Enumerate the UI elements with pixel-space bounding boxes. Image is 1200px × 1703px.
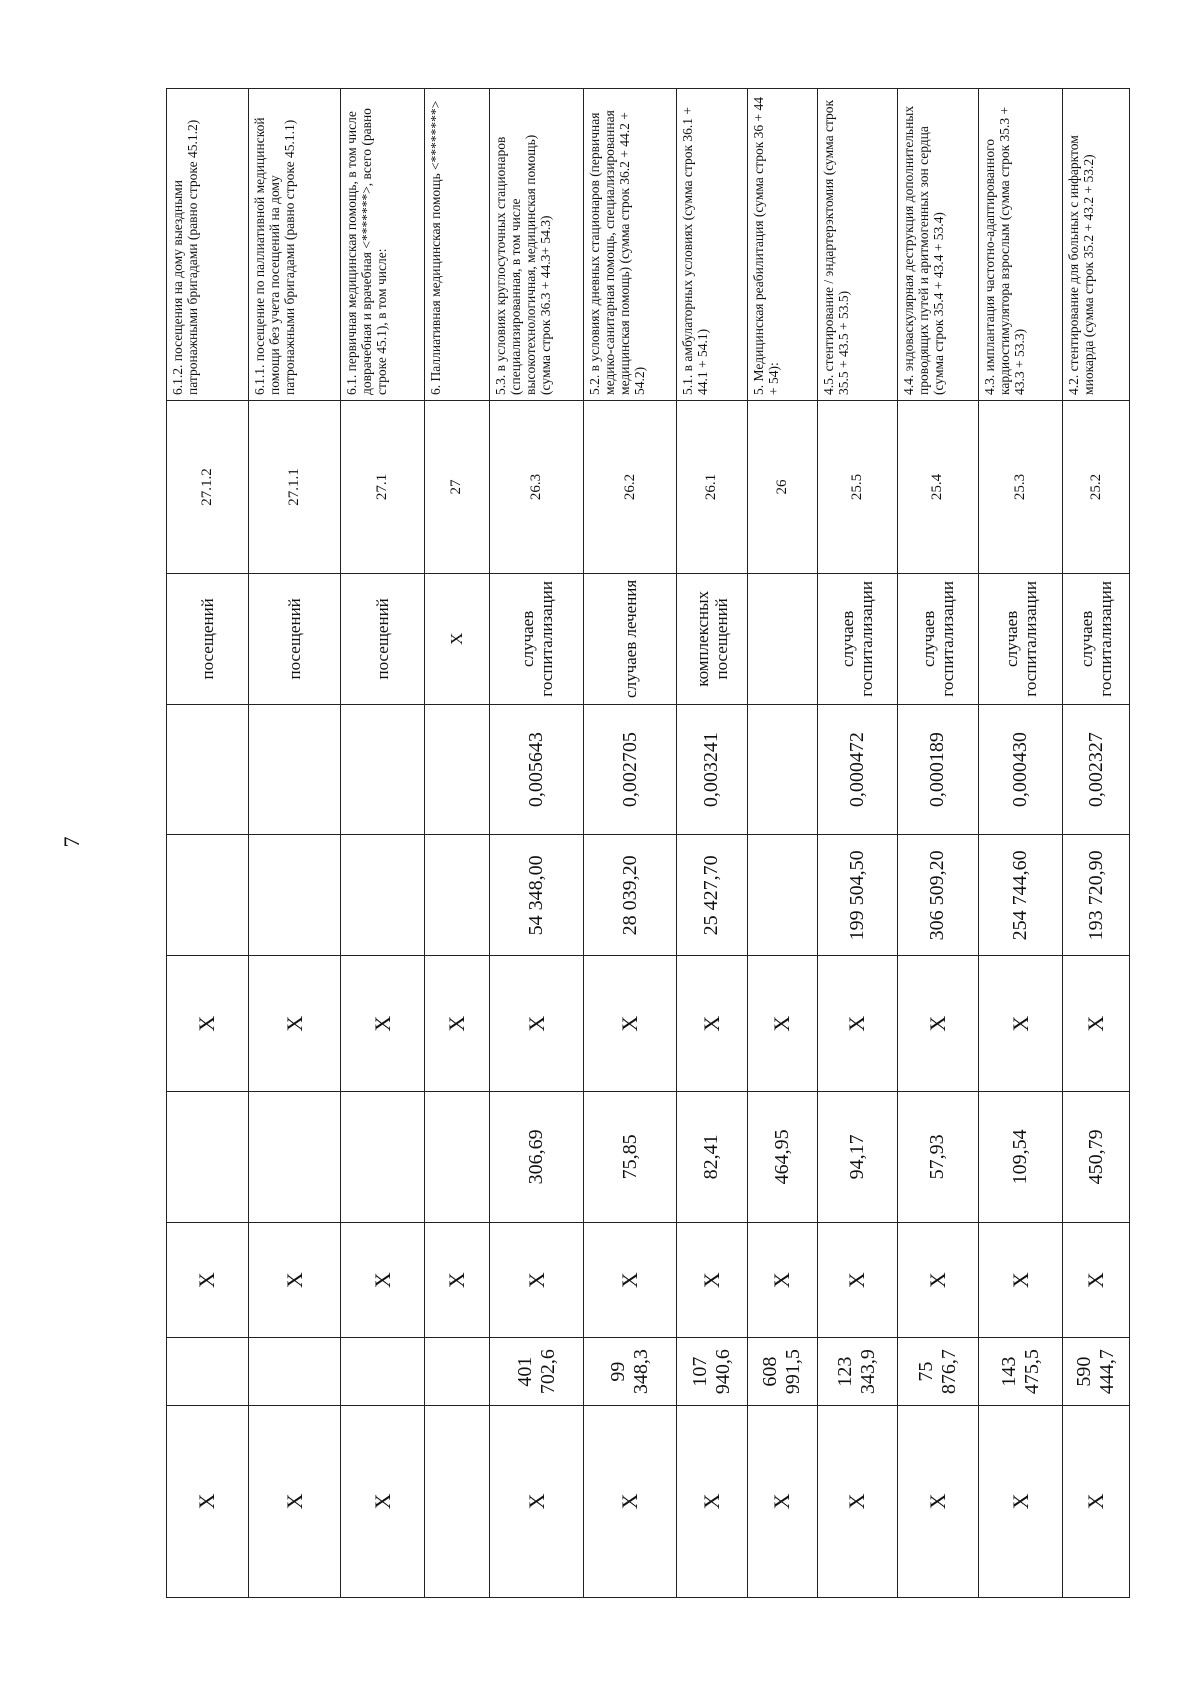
table-body xyxy=(167,89,1130,1598)
cell-unit xyxy=(747,573,817,704)
cell-col-3: X xyxy=(248,956,341,1092)
cell-row-code: 26.3 xyxy=(489,400,584,573)
cell-col-2 xyxy=(167,835,249,956)
cell-col-5: X xyxy=(248,1222,341,1338)
cell-col-7: X xyxy=(584,1405,677,1597)
cell-col-6 xyxy=(248,1338,341,1405)
cell-col-2 xyxy=(248,835,341,956)
table-row xyxy=(425,89,490,1598)
cell-col-6: 143 475,5 xyxy=(979,1338,1063,1405)
table-row xyxy=(676,89,747,1598)
cell-col-3: X xyxy=(747,956,817,1092)
cell-col-5: X xyxy=(167,1222,249,1338)
cell-col-7: X xyxy=(167,1405,249,1597)
cell-col-4 xyxy=(341,1092,425,1223)
cell-col-6: 99 348,3 xyxy=(584,1338,677,1405)
cell-col-4 xyxy=(425,1092,490,1223)
cell-col-1: 0,003241 xyxy=(676,704,747,835)
cell-col-7: X xyxy=(979,1405,1063,1597)
cell-col-3: X xyxy=(167,956,249,1092)
cell-row-name: 4.5. стентирование / эндартерэктомия (сумма строк 35.5 + 43.5 + 53.5) xyxy=(817,89,897,401)
cell-row-code: 26 xyxy=(747,400,817,573)
table-row xyxy=(979,89,1063,1598)
cell-row-code: 27.1 xyxy=(341,400,425,573)
cell-col-7: X xyxy=(897,1405,979,1597)
cell-col-4: 57,93 xyxy=(897,1092,979,1223)
cell-row-name: 5.2. в условиях дневных стационаров (первичная медико-санитарная помощь, специализированная медицинская помощь) (сумма строк 36.2 + 44.2 + 54.2) xyxy=(584,89,677,401)
cell-col-5: X xyxy=(979,1222,1063,1338)
cell-col-7: X xyxy=(489,1405,584,1597)
cell-col-3: X xyxy=(425,956,490,1092)
cell-col-2 xyxy=(747,835,817,956)
cell-row-name: 5.1. в амбулаторных условиях (сумма строк 36.1 + 44.1 + 54.1) xyxy=(676,89,747,401)
cell-col-6: 401 702,6 xyxy=(489,1338,584,1405)
cell-col-4: 450,79 xyxy=(1063,1092,1130,1223)
cell-row-name: 4.3. имплантация частотно-адаптированного кардиостимулятора взрослым (сумма строк 35.3 + 43.3 + 53.3) xyxy=(979,89,1063,401)
financing-table xyxy=(166,88,1130,1598)
cell-col-3: X xyxy=(979,956,1063,1092)
cell-col-1 xyxy=(747,704,817,835)
cell-col-6: 75 876,7 xyxy=(897,1338,979,1405)
cell-unit: комплексных посещений xyxy=(676,573,747,704)
cell-col-2: 306 509,20 xyxy=(897,835,979,956)
cell-col-3: X xyxy=(676,956,747,1092)
cell-row-code: 27.1.2 xyxy=(167,400,249,573)
cell-col-6 xyxy=(425,1338,490,1405)
cell-row-name: 6. Паллиативная медицинская помощь <********> xyxy=(425,89,490,401)
cell-col-1 xyxy=(425,704,490,835)
cell-unit: случаев госпитализации xyxy=(979,573,1063,704)
cell-row-code: 27 xyxy=(425,400,490,573)
cell-row-name: 5.3. в условиях круглосуточных стационаров (специализированная, в том числе высокотехнологичная, медицинская помощь) (сумма строк 36.3 + 44.3+ 54.3) xyxy=(489,89,584,401)
cell-row-code: 26.1 xyxy=(676,400,747,573)
table-rotator xyxy=(166,88,1130,1598)
cell-unit: случаев госпитализации xyxy=(1063,573,1130,704)
rotated-table-sheet xyxy=(166,88,1130,1598)
cell-col-4: 464,95 xyxy=(747,1092,817,1223)
table-row xyxy=(489,89,584,1598)
cell-col-7: X xyxy=(817,1405,897,1597)
cell-unit: X xyxy=(425,573,490,704)
cell-unit: случаев госпитализации xyxy=(817,573,897,704)
cell-col-3: X xyxy=(897,956,979,1092)
cell-col-7: X xyxy=(1063,1405,1130,1597)
cell-col-2: 193 720,90 xyxy=(1063,835,1130,956)
cell-unit: посещений xyxy=(341,573,425,704)
cell-col-5: X xyxy=(1063,1222,1130,1338)
cell-col-4: 94,17 xyxy=(817,1092,897,1223)
cell-unit: посещений xyxy=(167,573,249,704)
cell-col-1: 0,000472 xyxy=(817,704,897,835)
cell-col-5: X xyxy=(489,1222,584,1338)
cell-row-name: 6.1. первичная медицинская помощь, в том числе доврачебная и врачебная <*******>, всего (равно строке 45.1), в том числе: xyxy=(341,89,425,401)
cell-row-name: 4.4. эндоваскулярная деструкция дополнительных проводящих путей и аритмогенных зон сердца (сумма строк 35.4 + 43.4 + 53.4) xyxy=(897,89,979,401)
cell-col-4 xyxy=(167,1092,249,1223)
cell-col-5: X xyxy=(817,1222,897,1338)
cell-col-4: 109,54 xyxy=(979,1092,1063,1223)
cell-col-1: 0,005643 xyxy=(489,704,584,835)
cell-col-2 xyxy=(341,835,425,956)
cell-col-2: 254 744,60 xyxy=(979,835,1063,956)
cell-col-1: 0,002705 xyxy=(584,704,677,835)
cell-col-6 xyxy=(167,1338,249,1405)
table-row xyxy=(584,89,677,1598)
cell-col-2: 28 039,20 xyxy=(584,835,677,956)
cell-col-5: X xyxy=(341,1222,425,1338)
table-row xyxy=(817,89,897,1598)
cell-col-2: 54 348,00 xyxy=(489,835,584,956)
cell-col-7: X xyxy=(341,1405,425,1597)
cell-col-3: X xyxy=(1063,956,1130,1092)
cell-col-5: X xyxy=(425,1222,490,1338)
cell-row-code: 25.5 xyxy=(817,400,897,573)
table-row xyxy=(1063,89,1130,1598)
cell-col-6: 107 940,6 xyxy=(676,1338,747,1405)
cell-row-code: 27.1.1 xyxy=(248,400,341,573)
cell-col-5: X xyxy=(676,1222,747,1338)
cell-col-7: X xyxy=(747,1405,817,1597)
cell-col-1 xyxy=(248,704,341,835)
cell-col-4 xyxy=(248,1092,341,1223)
cell-col-6: 590 444,7 xyxy=(1063,1338,1130,1405)
cell-col-7: X xyxy=(248,1405,341,1597)
cell-unit: случаев лечения xyxy=(584,573,677,704)
page-number: 7 xyxy=(59,836,84,848)
cell-col-5: X xyxy=(584,1222,677,1338)
cell-row-name: 6.1.1. посещение по паллиативной медицинской помощи без учета посещений на дому патронажными бригадами (равно строке 45.1.1) xyxy=(248,89,341,401)
cell-col-1: 0,002327 xyxy=(1063,704,1130,835)
cell-col-1 xyxy=(167,704,249,835)
cell-col-6: 123 343,9 xyxy=(817,1338,897,1405)
cell-col-3: X xyxy=(817,956,897,1092)
cell-col-4: 306,69 xyxy=(489,1092,584,1223)
cell-col-2 xyxy=(425,835,490,956)
table-row xyxy=(747,89,817,1598)
cell-col-5: X xyxy=(747,1222,817,1338)
table-row xyxy=(897,89,979,1598)
cell-row-name: 6.1.2. посещения на дому выездными патронажными бригадами (равно строке 45.1.2) xyxy=(167,89,249,401)
cell-col-6 xyxy=(341,1338,425,1405)
cell-col-1: 0,000430 xyxy=(979,704,1063,835)
cell-col-1: 0,000189 xyxy=(897,704,979,835)
cell-unit: случаев госпитализации xyxy=(897,573,979,704)
cell-col-3: X xyxy=(584,956,677,1092)
cell-unit: случаев госпитализации xyxy=(489,573,584,704)
cell-row-code: 25.4 xyxy=(897,400,979,573)
table-row xyxy=(341,89,425,1598)
cell-row-name: 5. Медицинская реабилитация (сумма строк 36 + 44 + 54): xyxy=(747,89,817,401)
cell-row-code: 25.3 xyxy=(979,400,1063,573)
cell-unit: посещений xyxy=(248,573,341,704)
cell-col-2: 199 504,50 xyxy=(817,835,897,956)
cell-col-1 xyxy=(341,704,425,835)
cell-col-3: X xyxy=(489,956,584,1092)
cell-col-4: 82,41 xyxy=(676,1092,747,1223)
table-row xyxy=(167,89,249,1598)
cell-col-4: 75,85 xyxy=(584,1092,677,1223)
cell-row-code: 26.2 xyxy=(584,400,677,573)
cell-col-3: X xyxy=(341,956,425,1092)
cell-col-6: 608 991,5 xyxy=(747,1338,817,1405)
cell-row-code: 25.2 xyxy=(1063,400,1130,573)
cell-col-5: X xyxy=(897,1222,979,1338)
cell-row-name: 4.2. стентирование для больных с инфарктом миокарда (сумма строк 35.2 + 43.2 + 53.2) xyxy=(1063,89,1130,401)
cell-col-7: X xyxy=(676,1405,747,1597)
cell-col-2: 25 427,70 xyxy=(676,835,747,956)
cell-col-7 xyxy=(425,1405,490,1597)
table-row xyxy=(248,89,341,1598)
